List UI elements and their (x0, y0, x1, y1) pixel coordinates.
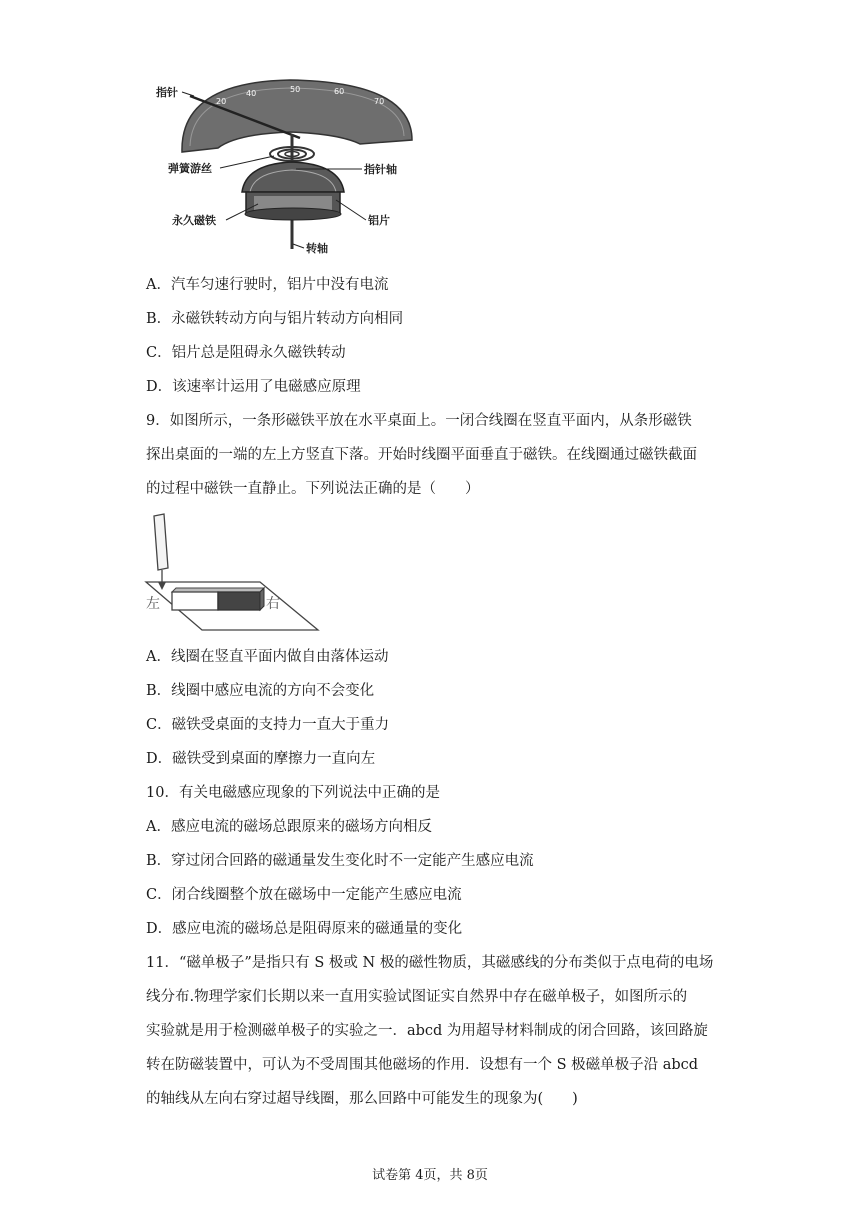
page-footer: 试卷第 4页，共 8页 (372, 1168, 488, 1183)
dial-tick: 20 (216, 97, 227, 106)
speedometer-figure (150, 74, 430, 260)
dial-tick: 40 (246, 89, 257, 98)
q8-option-a: A．汽车匀速行驶时，铝片中没有电流 (146, 277, 389, 293)
q9-option-a: A．线圈在竖直平面内做自由落体运动 (146, 649, 389, 665)
q10-option-c: C．闭合线圈整个放在磁场中一定能产生感应电流 (146, 887, 462, 903)
q10-option-b: B．穿过闭合回路的磁通量发生变化时不一定能产生感应电流 (146, 853, 534, 869)
dial-tick: 60 (334, 87, 345, 96)
q11-stem-line: 实验就是用于检测磁单极子的实验之一．abcd 为用超导材料制成的闭合回路，该回路旋 (146, 1023, 708, 1039)
q11-stem-line: 的轴线从左向右穿过超导线圈，那么回路中可能发生的现象为( ) (146, 1091, 578, 1107)
label-pointer: 指针 (156, 86, 178, 99)
dial-tick: 50 (290, 85, 301, 94)
q11-stem-line: 线分布.物理学家们长期以来一直用实验试图证实自然界中存在磁单极子，如图所示的 (146, 989, 688, 1005)
q9-option-d: D．磁铁受到桌面的摩擦力一直向左 (146, 751, 376, 767)
label-right: 右 (266, 596, 280, 612)
magnet-dark-half (218, 592, 260, 610)
q9-option-b: B．线圈中感应电流的方向不会变化 (146, 683, 375, 699)
label-left: 左 (146, 596, 160, 612)
q9-stem-line: 9．如图所示，一条形磁铁平放在水平桌面上。一闭合线圈在竖直平面内，从条形磁铁 (146, 413, 692, 429)
label-spring: 弹簧游丝 (168, 162, 212, 175)
q11-stem-line: 11．“磁单极子”是指只有 S 极或 N 极的磁性物质，其磁感线的分布类似于点电荷的电场 (146, 955, 714, 971)
q8-option-b: B．永磁铁转动方向与铝片转动方向相同 (146, 311, 404, 327)
q10-stem: 10．有关电磁感应现象的下列说法中正确的是 (146, 785, 440, 801)
label-aluminum: 铝片 (368, 214, 390, 227)
magnet-white-half (172, 592, 218, 610)
q10-option-d: D．感应电流的磁场总是阻碍原来的磁通量的变化 (146, 921, 463, 937)
q8-option-c: C．铝片总是阻碍永久磁铁转动 (146, 345, 346, 361)
q9-option-c: C．磁铁受桌面的支持力一直大于重力 (146, 717, 390, 733)
label-shaft: 转轴 (306, 242, 328, 255)
label-pointer-axis: 指针轴 (364, 163, 397, 176)
q8-option-d: D．该速率计运用了电磁感应原理 (146, 379, 361, 395)
coil (154, 514, 168, 570)
label-magnet: 永久磁铁 (172, 214, 216, 227)
q9-stem-line: 探出桌面的一端的左上方竖直下落。开始时线圈平面垂直于磁铁。在线圈通过磁铁截面 (146, 447, 697, 463)
q10-option-a: A．感应电流的磁场总跟原来的磁场方向相反 (146, 819, 432, 835)
q9-stem-line: 的过程中磁铁一直静止。下列说法正确的是（ ） (146, 481, 480, 497)
q11-stem-line: 转在防磁装置中，可认为不受周围其他磁场的作用．设想有一个 S 极磁单极子沿 abcd (146, 1057, 699, 1073)
magnet-table-figure (142, 512, 322, 636)
dial-tick: 70 (374, 97, 385, 106)
